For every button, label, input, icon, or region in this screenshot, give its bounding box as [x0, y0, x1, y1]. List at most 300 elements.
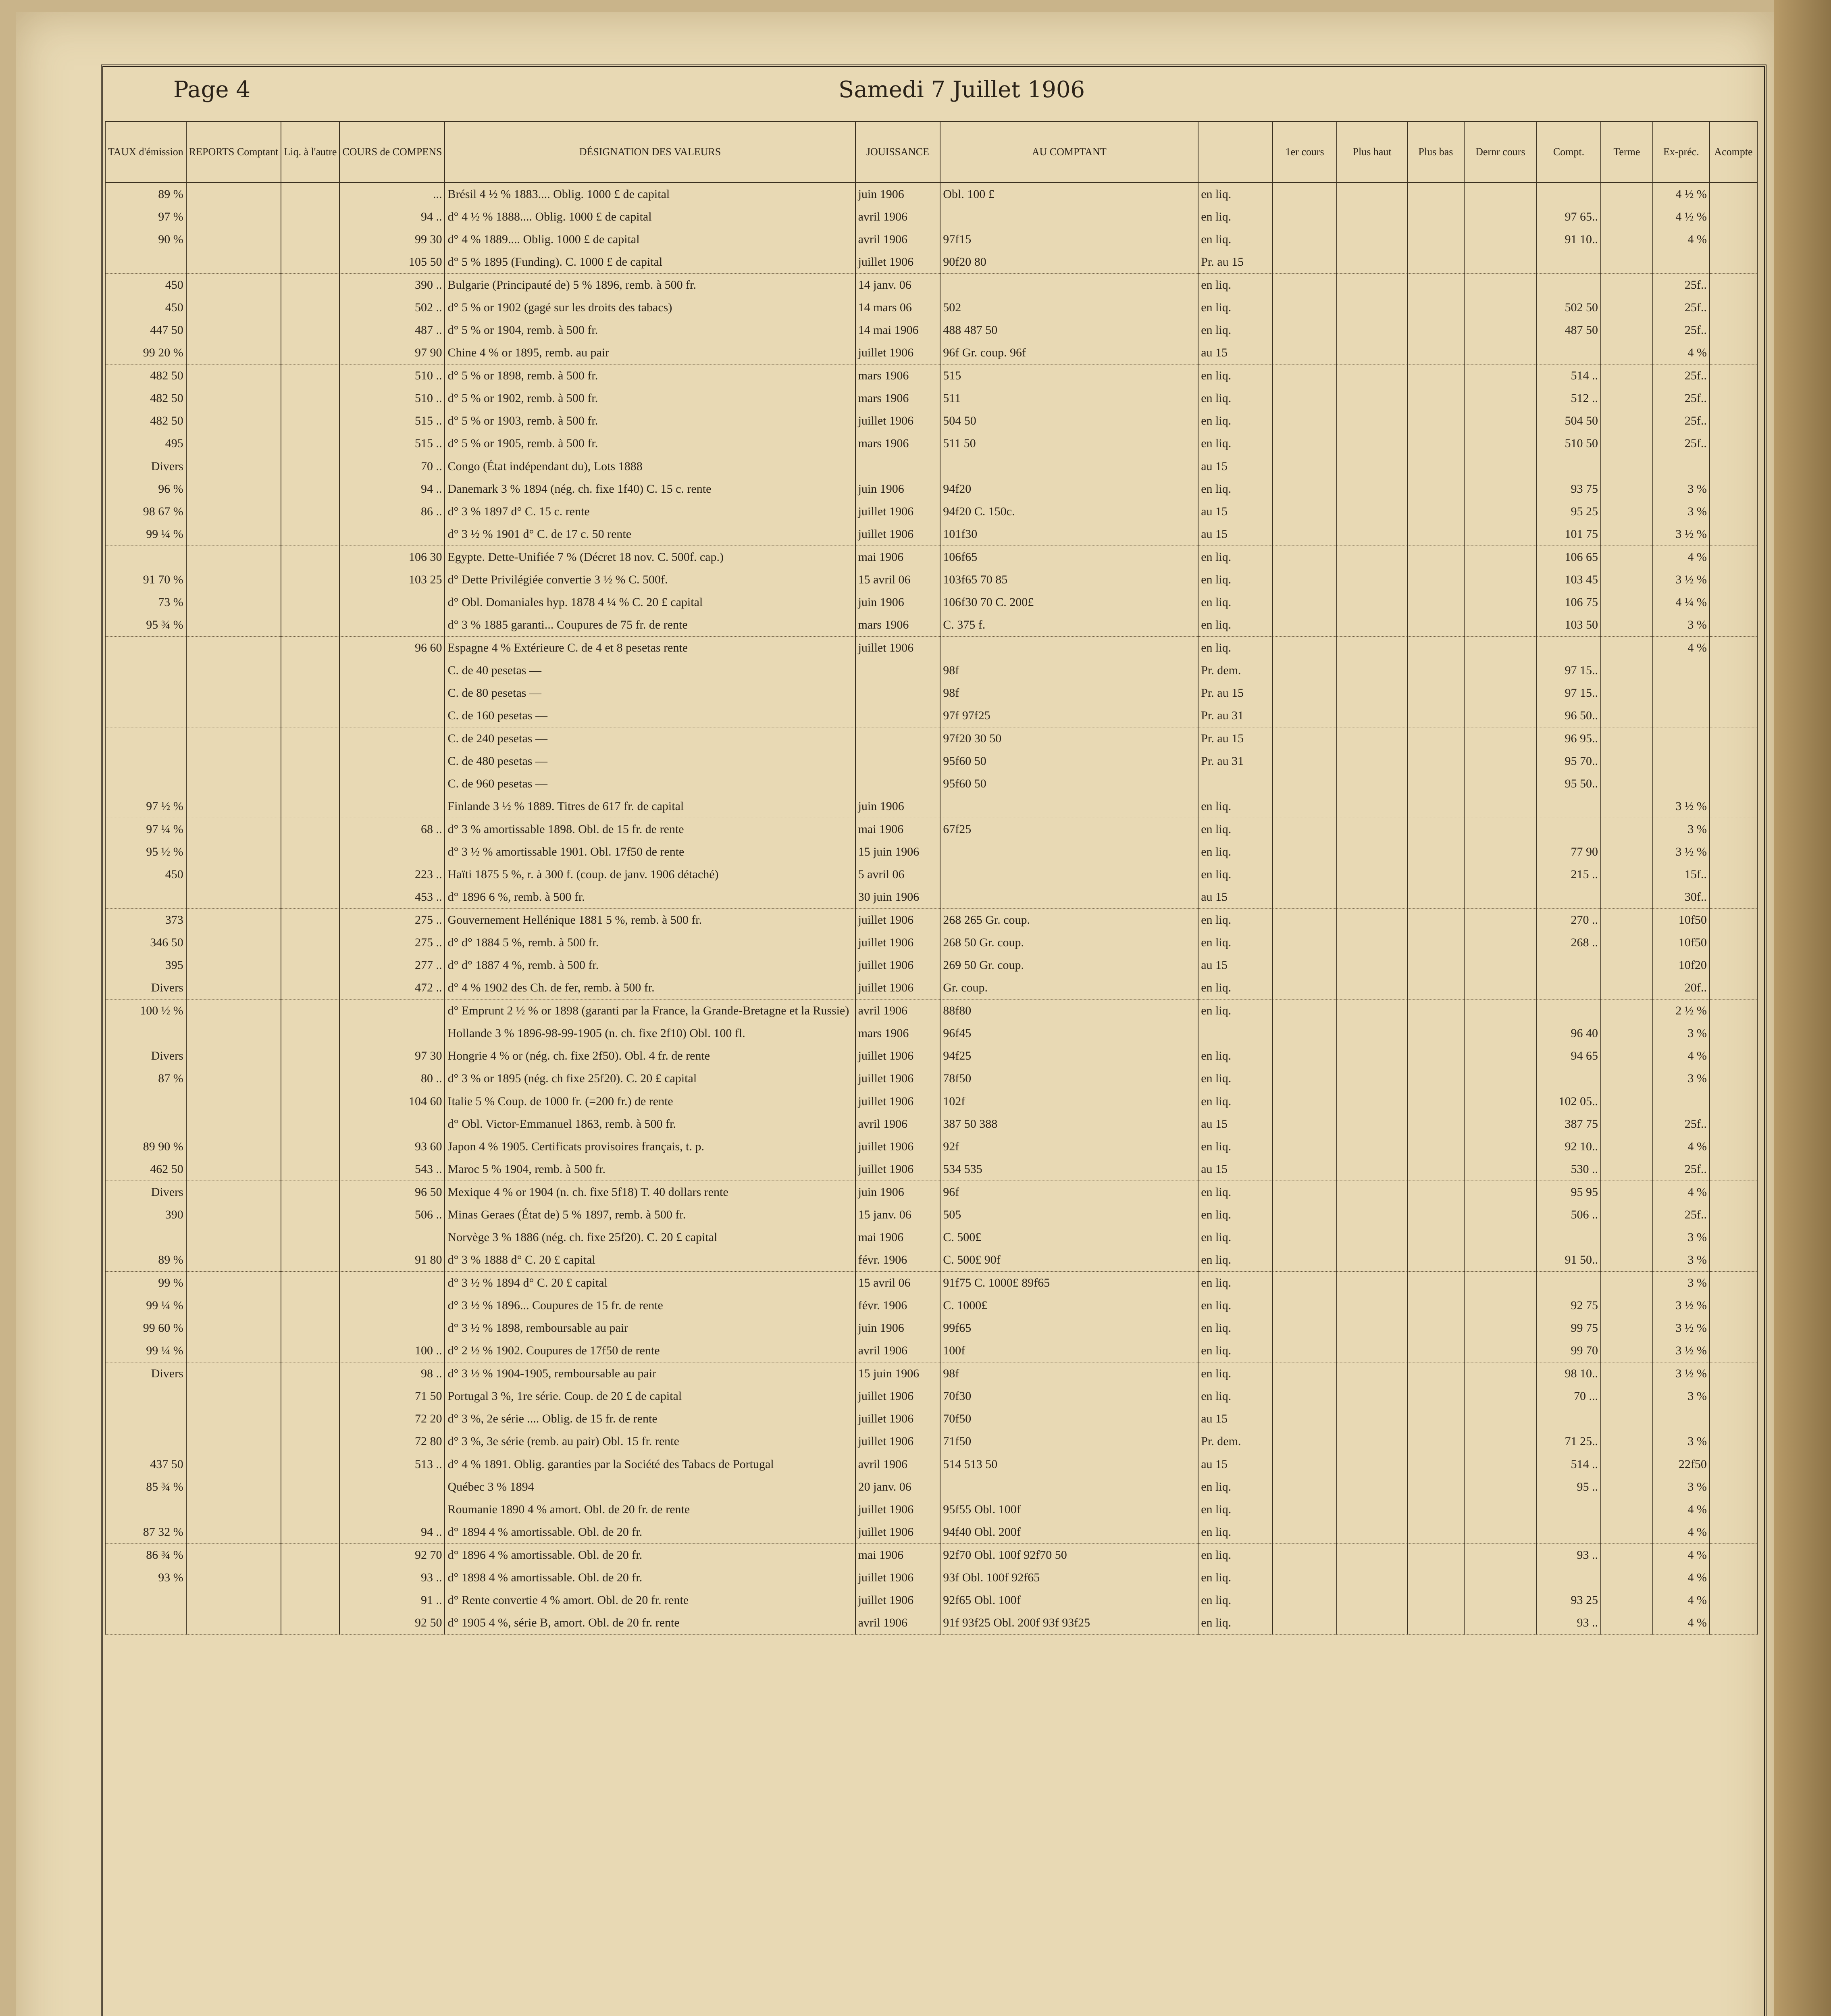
cell-cours — [339, 591, 445, 614]
binding-edge — [1774, 0, 1831, 2016]
empty-cell — [281, 1339, 339, 1362]
cell-jouis: avril 1906 — [855, 1453, 940, 1476]
empty-cell — [1407, 523, 1464, 546]
cell-cl_c: 93 25 — [1537, 1589, 1601, 1612]
cell-compt: 67f25 — [940, 818, 1198, 841]
empty-cell — [186, 750, 281, 773]
cell-design: C. de 160 pesetas — — [445, 704, 855, 727]
empty-cell — [1407, 1204, 1464, 1226]
cell-taux — [105, 546, 186, 569]
empty-cell — [1710, 818, 1757, 841]
cell-cours: 96 60 — [339, 637, 445, 660]
cell-int: 25f.. — [1653, 1204, 1710, 1226]
cell-jouis: févr. 1906 — [855, 1294, 940, 1317]
cell-int: 25f.. — [1653, 319, 1710, 342]
table-row — [105, 1294, 1757, 1317]
empty-cell — [1464, 886, 1537, 909]
empty-cell — [186, 818, 281, 841]
cell-taux: 373 — [105, 909, 186, 932]
cell-compt: 96f — [940, 1181, 1198, 1204]
cell-design: d° 5 % or 1905, remb. à 500 fr. — [445, 432, 855, 455]
empty-cell — [1464, 1589, 1537, 1612]
empty-cell — [1710, 410, 1757, 432]
cell-compt: 387 50 388 — [940, 1113, 1198, 1135]
cell-jouis: 20 janv. 06 — [855, 1476, 940, 1498]
cell-jouis: juillet 1906 — [855, 1045, 940, 1067]
cell-jouis: juillet 1906 — [855, 410, 940, 432]
empty-cell — [1710, 909, 1757, 932]
cell-cours — [339, 1476, 445, 1498]
empty-cell — [1337, 1476, 1407, 1498]
cell-int: 3 % — [1653, 1385, 1710, 1408]
cell-jouis: mars 1906 — [855, 432, 940, 455]
cell-compt: 106f30 70 C. 200£ — [940, 591, 1198, 614]
cell-cours — [339, 727, 445, 750]
empty-cell — [281, 1544, 339, 1567]
empty-cell — [281, 773, 339, 795]
cell-taux: 89 % — [105, 1249, 186, 1272]
cell-compt — [940, 1476, 1198, 1498]
cell-jouis: mai 1906 — [855, 1544, 940, 1567]
cell-cl_c: 92 10.. — [1537, 1135, 1601, 1158]
empty-cell — [1710, 863, 1757, 886]
empty-cell — [1601, 364, 1653, 387]
table-row — [105, 1453, 1757, 1476]
cell-compt: 103f65 70 85 — [940, 569, 1198, 591]
cell-design: Mexique 4 % or 1904 (n. ch. fixe 5f18) T. 40 dollars rente — [445, 1181, 855, 1204]
empty-cell — [186, 387, 281, 410]
cell-cl_c: 98 10.. — [1537, 1362, 1601, 1385]
empty-cell — [1407, 750, 1464, 773]
cell-int — [1653, 1090, 1710, 1113]
empty-cell — [1601, 1000, 1653, 1023]
cell-cours: 80 .. — [339, 1067, 445, 1090]
cell-compt — [940, 795, 1198, 818]
cell-design: d° Obl. Domaniales hyp. 1878 4 ¼ % C. 20 £ capital — [445, 591, 855, 614]
cell-cl_c: 487 50 — [1537, 319, 1601, 342]
table-row — [105, 1544, 1757, 1567]
cell-liq: en liq. — [1198, 206, 1273, 228]
empty-cell — [281, 319, 339, 342]
empty-cell — [1601, 183, 1653, 206]
table-row — [105, 296, 1757, 319]
empty-cell — [1710, 886, 1757, 909]
empty-cell — [186, 614, 281, 637]
empty-cell — [1273, 1135, 1337, 1158]
cell-design: Hongrie 4 % or (nég. ch. fixe 2f50). Obl. 4 fr. de rente — [445, 1045, 855, 1067]
cell-int: 25f.. — [1653, 364, 1710, 387]
cell-cl_c — [1537, 1498, 1601, 1521]
empty-cell — [1407, 1000, 1464, 1023]
cell-liq: en liq. — [1198, 1385, 1273, 1408]
cell-liq — [1198, 1022, 1273, 1045]
empty-cell — [1710, 1022, 1757, 1045]
cell-compt: 98f — [940, 682, 1198, 704]
empty-cell — [186, 1362, 281, 1385]
empty-cell — [1601, 1453, 1653, 1476]
empty-cell — [186, 251, 281, 274]
cell-design: Italie 5 % Coup. de 1000 fr. (=200 fr.) de rente — [445, 1090, 855, 1113]
empty-cell — [1407, 296, 1464, 319]
empty-cell — [1337, 818, 1407, 841]
empty-cell — [1601, 1317, 1653, 1339]
table-row — [105, 750, 1757, 773]
empty-cell — [1337, 682, 1407, 704]
cell-int: 3 ½ % — [1653, 795, 1710, 818]
table-row — [105, 1022, 1757, 1045]
empty-cell — [1710, 1294, 1757, 1317]
cell-int: 4 % — [1653, 1135, 1710, 1158]
column-header: Terme — [1601, 121, 1653, 183]
empty-cell — [1337, 319, 1407, 342]
cell-jouis: mars 1906 — [855, 614, 940, 637]
empty-cell — [1273, 591, 1337, 614]
cell-compt: 505 — [940, 1204, 1198, 1226]
cell-compt: 504 50 — [940, 410, 1198, 432]
empty-cell — [186, 1566, 281, 1589]
empty-cell — [281, 1521, 339, 1544]
empty-cell — [186, 1249, 281, 1272]
empty-cell — [1464, 1000, 1537, 1023]
empty-cell — [1407, 1181, 1464, 1204]
empty-cell — [1710, 727, 1757, 750]
empty-cell — [1464, 977, 1537, 1000]
empty-cell — [1601, 795, 1653, 818]
cell-liq: au 15 — [1198, 342, 1273, 364]
empty-cell — [1273, 773, 1337, 795]
empty-cell — [281, 1498, 339, 1521]
cell-jouis: 15 avril 06 — [855, 569, 940, 591]
empty-cell — [186, 1022, 281, 1045]
cell-jouis: avril 1906 — [855, 206, 940, 228]
cell-design: d° 3 ½ % 1898, remboursable au pair — [445, 1317, 855, 1339]
cell-compt: 93f Obl. 100f 92f65 — [940, 1566, 1198, 1589]
empty-cell — [186, 206, 281, 228]
empty-cell — [1464, 1158, 1537, 1181]
column-header: JOUISSANCE — [855, 121, 940, 183]
cell-taux — [105, 773, 186, 795]
table-row — [105, 1067, 1757, 1090]
cell-liq: Pr. dem. — [1198, 1430, 1273, 1453]
empty-cell — [1337, 1498, 1407, 1521]
cell-compt: 70f30 — [940, 1385, 1198, 1408]
empty-cell — [1464, 1430, 1537, 1453]
cell-design: d° 4 % 1889.... Oblig. 1000 £ de capital — [445, 228, 855, 251]
cell-int: 3 ½ % — [1653, 1317, 1710, 1339]
cell-cours — [339, 841, 445, 863]
empty-cell — [281, 591, 339, 614]
empty-cell — [1407, 704, 1464, 727]
empty-cell — [1337, 1000, 1407, 1023]
cell-int: 3 ½ % — [1653, 569, 1710, 591]
empty-cell — [1464, 1135, 1537, 1158]
empty-cell — [281, 478, 339, 500]
cell-compt: 94f25 — [940, 1045, 1198, 1067]
cell-liq: en liq. — [1198, 364, 1273, 387]
empty-cell — [1710, 500, 1757, 523]
cell-taux: 482 50 — [105, 364, 186, 387]
cell-cours: 71 50 — [339, 1385, 445, 1408]
cell-taux: 482 50 — [105, 410, 186, 432]
empty-cell — [1601, 1226, 1653, 1249]
cell-jouis: juillet 1906 — [855, 637, 940, 660]
empty-cell — [1273, 1045, 1337, 1067]
empty-cell — [1710, 1589, 1757, 1612]
cell-liq: en liq. — [1198, 546, 1273, 569]
empty-cell — [1273, 1204, 1337, 1226]
empty-cell — [1337, 886, 1407, 909]
cell-jouis: févr. 1906 — [855, 1249, 940, 1272]
empty-cell — [1337, 274, 1407, 297]
cell-jouis — [855, 659, 940, 682]
cell-design: d° 3 ½ % 1894 d° C. 20 £ capital — [445, 1272, 855, 1295]
empty-cell — [281, 954, 339, 977]
empty-cell — [1407, 478, 1464, 500]
cell-cours: 92 50 — [339, 1612, 445, 1635]
cell-design: Maroc 5 % 1904, remb. à 500 fr. — [445, 1158, 855, 1181]
empty-cell — [281, 569, 339, 591]
cell-jouis: 15 janv. 06 — [855, 1204, 940, 1226]
cell-design: d° d° 1884 5 %, remb. à 500 fr. — [445, 931, 855, 954]
cell-cl_c: 101 75 — [1537, 523, 1601, 546]
empty-cell — [1337, 1544, 1407, 1567]
empty-cell — [1273, 274, 1337, 297]
empty-cell — [186, 478, 281, 500]
cell-jouis: juillet 1906 — [855, 954, 940, 977]
column-header: REPORTS Comptant — [186, 121, 281, 183]
empty-cell — [1337, 909, 1407, 932]
empty-cell — [1601, 909, 1653, 932]
empty-cell — [1337, 704, 1407, 727]
empty-cell — [1337, 455, 1407, 478]
cell-int — [1653, 727, 1710, 750]
cell-liq: en liq. — [1198, 795, 1273, 818]
cell-cl_c: 530 .. — [1537, 1158, 1601, 1181]
empty-cell — [281, 251, 339, 274]
empty-cell — [1407, 659, 1464, 682]
empty-cell — [1337, 795, 1407, 818]
cell-design: d° 3 ½ % 1901 d° C. de 17 c. 50 rente — [445, 523, 855, 546]
empty-cell — [281, 1385, 339, 1408]
table-row — [105, 1317, 1757, 1339]
empty-cell — [1464, 1339, 1537, 1362]
empty-cell — [1601, 1135, 1653, 1158]
empty-cell — [1710, 659, 1757, 682]
cell-design: d° 3 %, 2e série .... Oblig. de 15 fr. de rente — [445, 1408, 855, 1430]
empty-cell — [1464, 795, 1537, 818]
cell-taux: 346 50 — [105, 931, 186, 954]
empty-cell — [281, 886, 339, 909]
empty-cell — [1407, 1476, 1464, 1498]
empty-cell — [1337, 727, 1407, 750]
cell-taux: 89 % — [105, 183, 186, 206]
cell-compt: C. 500£ 90f — [940, 1249, 1198, 1272]
page-date: Samedi 7 Juillet 1906 — [839, 77, 1085, 103]
cell-cours: 105 50 — [339, 251, 445, 274]
empty-cell — [1601, 1476, 1653, 1498]
cell-taux: 89 90 % — [105, 1135, 186, 1158]
empty-cell — [1601, 387, 1653, 410]
empty-cell — [1337, 1226, 1407, 1249]
empty-cell — [1464, 591, 1537, 614]
cell-taux: 95 ¾ % — [105, 614, 186, 637]
cell-cours — [339, 1022, 445, 1045]
empty-cell — [1337, 206, 1407, 228]
table-row — [105, 1339, 1757, 1362]
empty-cell — [1464, 1362, 1537, 1385]
cell-liq: en liq. — [1198, 1226, 1273, 1249]
empty-cell — [1601, 319, 1653, 342]
cell-jouis: 15 juin 1906 — [855, 841, 940, 863]
cell-cl_c: 97 15.. — [1537, 682, 1601, 704]
cell-int: 3 ½ % — [1653, 1294, 1710, 1317]
empty-cell — [1464, 342, 1537, 364]
cell-liq: en liq. — [1198, 274, 1273, 297]
empty-cell — [1337, 659, 1407, 682]
empty-cell — [1601, 296, 1653, 319]
empty-cell — [1273, 704, 1337, 727]
empty-cell — [1407, 1566, 1464, 1589]
cell-compt: 92f65 Obl. 100f — [940, 1589, 1198, 1612]
table-row — [105, 1521, 1757, 1544]
empty-cell — [281, 614, 339, 637]
empty-cell — [1464, 704, 1537, 727]
empty-cell — [1407, 1249, 1464, 1272]
cell-compt: 71f50 — [940, 1430, 1198, 1453]
table-row — [105, 795, 1757, 818]
cell-compt: 97f 97f25 — [940, 704, 1198, 727]
empty-cell — [1407, 500, 1464, 523]
cell-compt: 514 513 50 — [940, 1453, 1198, 1476]
cell-int: 4 % — [1653, 1544, 1710, 1567]
empty-cell — [1407, 206, 1464, 228]
empty-cell — [186, 1589, 281, 1612]
column-header: Plus haut — [1337, 121, 1407, 183]
cell-taux: 99 ¼ % — [105, 1339, 186, 1362]
empty-cell — [1710, 682, 1757, 704]
cell-jouis: juillet 1906 — [855, 1498, 940, 1521]
empty-cell — [1337, 1272, 1407, 1295]
cell-cl_c: 95 50.. — [1537, 773, 1601, 795]
cell-taux: 495 — [105, 432, 186, 455]
empty-cell — [1337, 863, 1407, 886]
cell-int — [1653, 682, 1710, 704]
empty-cell — [1407, 1589, 1464, 1612]
cell-design: Egypte. Dette-Unifiée 7 % (Décret 18 nov. C. 500f. cap.) — [445, 546, 855, 569]
table-row — [105, 1226, 1757, 1249]
cell-cours — [339, 614, 445, 637]
empty-cell — [1407, 1317, 1464, 1339]
table-row — [105, 319, 1757, 342]
empty-cell — [1710, 1135, 1757, 1158]
empty-cell — [1710, 795, 1757, 818]
cell-liq: au 15 — [1198, 1113, 1273, 1135]
cell-int: 22f50 — [1653, 1453, 1710, 1476]
empty-cell — [1601, 614, 1653, 637]
cell-cours — [339, 773, 445, 795]
empty-cell — [1464, 569, 1537, 591]
cell-compt: 92f70 Obl. 100f 92f70 50 — [940, 1544, 1198, 1567]
cell-compt: 91f75 C. 1000£ 89f65 — [940, 1272, 1198, 1295]
cell-jouis: 14 mai 1906 — [855, 319, 940, 342]
cell-cl_c: 95 70.. — [1537, 750, 1601, 773]
empty-cell — [1464, 228, 1537, 251]
cell-cours — [339, 704, 445, 727]
column-header: Liq. à l'autre — [281, 121, 339, 183]
cell-liq: en liq. — [1198, 591, 1273, 614]
empty-cell — [186, 1521, 281, 1544]
cell-liq: en liq. — [1198, 1521, 1273, 1544]
cell-taux: 90 % — [105, 228, 186, 251]
empty-cell — [1337, 523, 1407, 546]
cell-int — [1653, 659, 1710, 682]
cell-cl_c: 268 .. — [1537, 931, 1601, 954]
cell-cl_c — [1537, 1408, 1601, 1430]
empty-cell — [1710, 319, 1757, 342]
cell-cours: 510 .. — [339, 364, 445, 387]
cell-jouis: juillet 1906 — [855, 1589, 940, 1612]
empty-cell — [281, 387, 339, 410]
table-row — [105, 410, 1757, 432]
empty-cell — [186, 1317, 281, 1339]
empty-cell — [281, 1067, 339, 1090]
empty-cell — [281, 206, 339, 228]
empty-cell — [1407, 954, 1464, 977]
cell-design: d° 3 ½ % amortissable 1901. Obl. 17f50 de rente — [445, 841, 855, 863]
empty-cell — [1273, 1339, 1337, 1362]
cell-int: 4 % — [1653, 1181, 1710, 1204]
empty-cell — [1601, 637, 1653, 660]
cell-design: Japon 4 % 1905. Certificats provisoires français, t. p. — [445, 1135, 855, 1158]
empty-cell — [1273, 1362, 1337, 1385]
empty-cell — [1710, 1498, 1757, 1521]
empty-cell — [186, 183, 281, 206]
cell-jouis: juillet 1906 — [855, 909, 940, 932]
empty-cell — [1407, 773, 1464, 795]
empty-cell — [1601, 954, 1653, 977]
cell-cl_c — [1537, 1521, 1601, 1544]
cell-liq: en liq. — [1198, 1204, 1273, 1226]
cell-cours — [339, 1498, 445, 1521]
empty-cell — [1337, 1113, 1407, 1135]
empty-cell — [281, 931, 339, 954]
empty-cell — [1464, 1612, 1537, 1635]
table-row — [105, 1204, 1757, 1226]
cell-design: d° 5 % or 1902 (gagé sur les droits des tabacs) — [445, 296, 855, 319]
empty-cell — [1337, 410, 1407, 432]
empty-cell — [1464, 1453, 1537, 1476]
cell-jouis: avril 1906 — [855, 1612, 940, 1635]
empty-cell — [1273, 500, 1337, 523]
cell-taux: 86 ¾ % — [105, 1544, 186, 1567]
empty-cell — [1464, 296, 1537, 319]
cell-design: d° 1896 6 %, remb. à 500 fr. — [445, 886, 855, 909]
empty-cell — [1407, 1453, 1464, 1476]
cell-liq: en liq. — [1198, 841, 1273, 863]
table-row — [105, 569, 1757, 591]
cell-taux — [105, 1498, 186, 1521]
empty-cell — [1337, 569, 1407, 591]
empty-cell — [1601, 727, 1653, 750]
empty-cell — [186, 296, 281, 319]
cell-compt: 70f50 — [940, 1408, 1198, 1430]
empty-cell — [1710, 523, 1757, 546]
empty-cell — [1601, 1612, 1653, 1635]
cell-compt: 488 487 50 — [940, 319, 1198, 342]
cell-taux: 96 % — [105, 478, 186, 500]
empty-cell — [1273, 795, 1337, 818]
cell-taux: Divers — [105, 977, 186, 1000]
